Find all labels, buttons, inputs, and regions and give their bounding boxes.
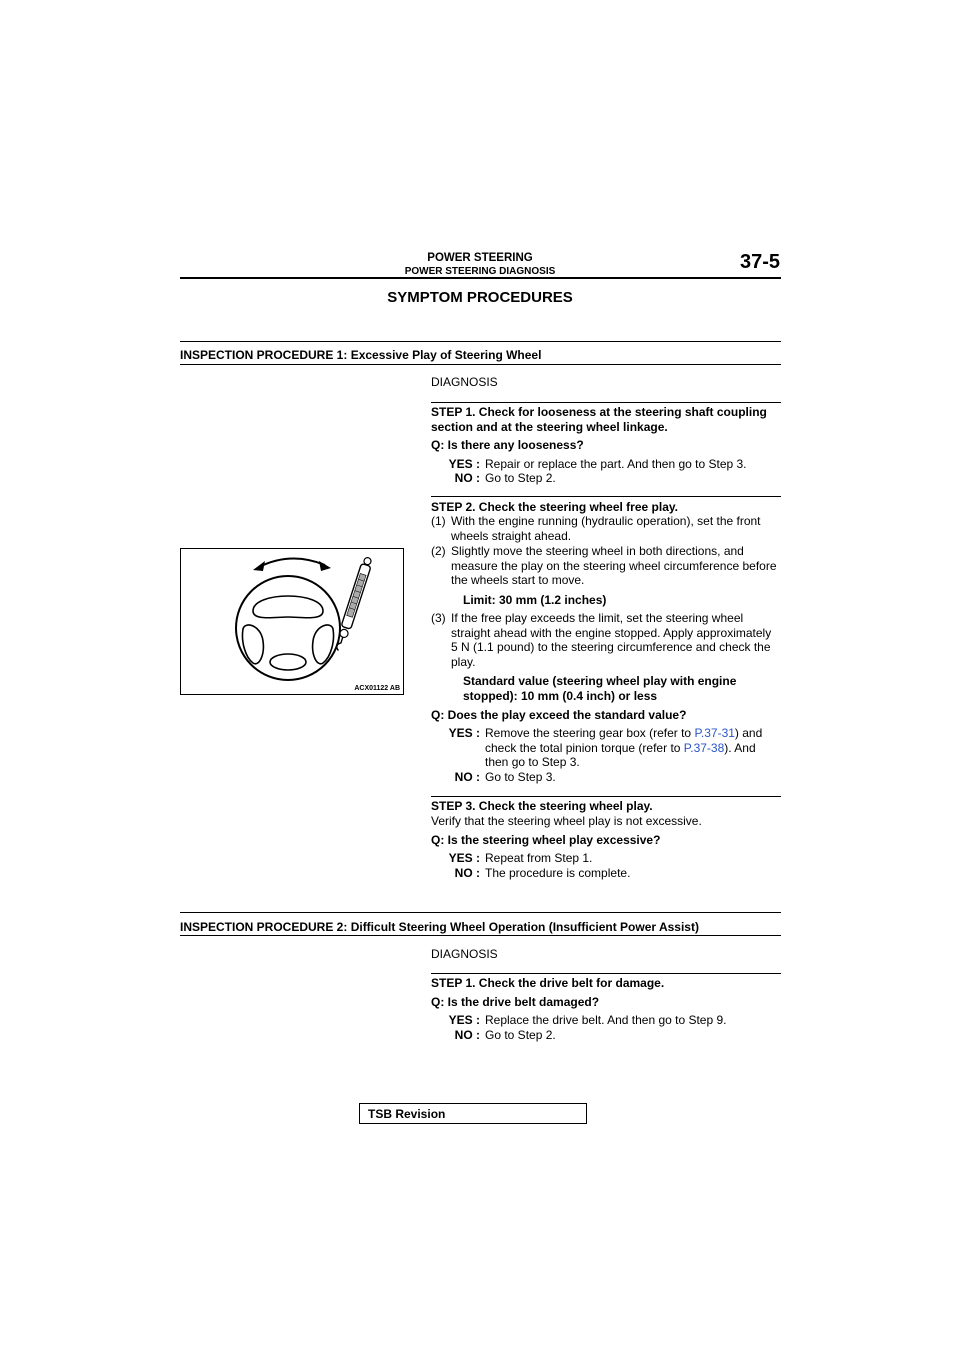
- tsb-revision-box: TSB Revision: [359, 1103, 587, 1124]
- step-rule: [431, 796, 781, 797]
- proc1-top-rule: [180, 341, 781, 342]
- item-text: With the engine running (hydraulic operation), set the front wheels straight ahead.: [451, 514, 761, 543]
- no-text: Go to Step 2.: [485, 1028, 556, 1042]
- page-link[interactable]: P.37-38: [683, 740, 725, 755]
- no-text: Go to Step 2.: [485, 471, 556, 485]
- yes-text: Repeat from Step 1.: [485, 851, 593, 865]
- no-text: Go to Step 3.: [485, 770, 556, 784]
- proc2-bottom-rule: [180, 935, 781, 936]
- step-3-body: Verify that the steering wheel play is not excessive.: [431, 814, 702, 828]
- standard-value: Standard value (steering wheel play with engine stopped): 10 mm (0.4 inch) or less: [463, 674, 737, 703]
- proc1-bottom-rule: [180, 364, 781, 365]
- procedure-2-heading: INSPECTION PROCEDURE 2: Difficult Steering Wheel Operation (Insufficient Power Assist): [180, 920, 699, 934]
- step-3-title: STEP 3. Check the steering wheel play.: [431, 799, 653, 813]
- yes-key: YES :: [448, 457, 480, 471]
- step-1-title: STEP 1. Check for looseness at the steering shaft coupling section and at the steering wheel linkage.: [431, 405, 767, 434]
- no-key: NO :: [454, 1028, 480, 1042]
- step-2-title: STEP 2. Check the steering wheel free play.: [431, 500, 678, 514]
- step-2-question: Q: Does the play exceed the standard value?: [431, 708, 687, 722]
- step-3-question: Q: Is the steering wheel play excessive?: [431, 833, 661, 847]
- item-text: Slightly move the steering wheel in both directions, and measure the play on the steering wheel circumference before the wheels start to move.: [451, 544, 777, 587]
- header-rule: [180, 277, 781, 279]
- step-2-item-3: [431, 611, 781, 671]
- section-subtitle: POWER STEERING DIAGNOSIS: [404, 266, 556, 277]
- figure-caption: ACX01122 AB: [354, 685, 400, 692]
- yes-text: Replace the drive belt. And then go to Step 9.: [485, 1013, 727, 1027]
- page-number: 37-5: [740, 251, 781, 273]
- item-number: (2): [431, 544, 446, 558]
- yes-key: YES :: [448, 1013, 480, 1027]
- step-rule: [431, 496, 781, 497]
- steering-wheel-figure: [180, 548, 404, 695]
- step-2-item-1: [431, 514, 781, 544]
- proc2-step-1-question: Q: Is the drive belt damaged?: [431, 995, 600, 1009]
- item-number: (3): [431, 611, 446, 625]
- step-1-question: Q: Is there any looseness?: [431, 438, 584, 452]
- diagnosis-label: DIAGNOSIS: [431, 375, 498, 389]
- no-key: NO :: [454, 770, 480, 784]
- steering-wheel-illustration: [181, 549, 403, 694]
- diagnosis-label: DIAGNOSIS: [431, 947, 498, 961]
- yes-key: YES :: [448, 851, 480, 865]
- section-title: SYMPTOM PROCEDURES: [387, 289, 573, 306]
- step-2-item-2: [431, 544, 781, 588]
- yes-key: YES :: [448, 726, 480, 740]
- yes-text: Remove the steering gear box (refer to P.37-31) and check the total pinion torque (refer to P.37-38). And then go to Step 3.: [485, 726, 763, 769]
- proc2-top-rule: [180, 912, 781, 913]
- no-key: NO :: [454, 866, 480, 880]
- no-text: The procedure is complete.: [485, 866, 631, 880]
- no-key: NO :: [454, 471, 480, 485]
- proc2-step-1-title: STEP 1. Check the drive belt for damage.: [431, 976, 665, 990]
- chapter-title: POWER STEERING: [427, 252, 533, 264]
- limit-value: Limit: 30 mm (1.2 inches): [463, 593, 607, 607]
- page-link[interactable]: P.37-31: [694, 726, 735, 740]
- step-rule: [431, 402, 781, 403]
- step-rule: [431, 973, 781, 974]
- procedure-1-heading: INSPECTION PROCEDURE 1: Excessive Play of Steering Wheel: [180, 348, 542, 362]
- item-number: (1): [431, 514, 446, 528]
- yes-text: Repair or replace the part. And then go to Step 3.: [485, 457, 747, 471]
- item-text: If the free play exceeds the limit, set the steering wheel straight ahead with the engine stopped. Apply approximately 5 N (1.1 pound) to the steering circumference and check the play.: [451, 611, 772, 669]
